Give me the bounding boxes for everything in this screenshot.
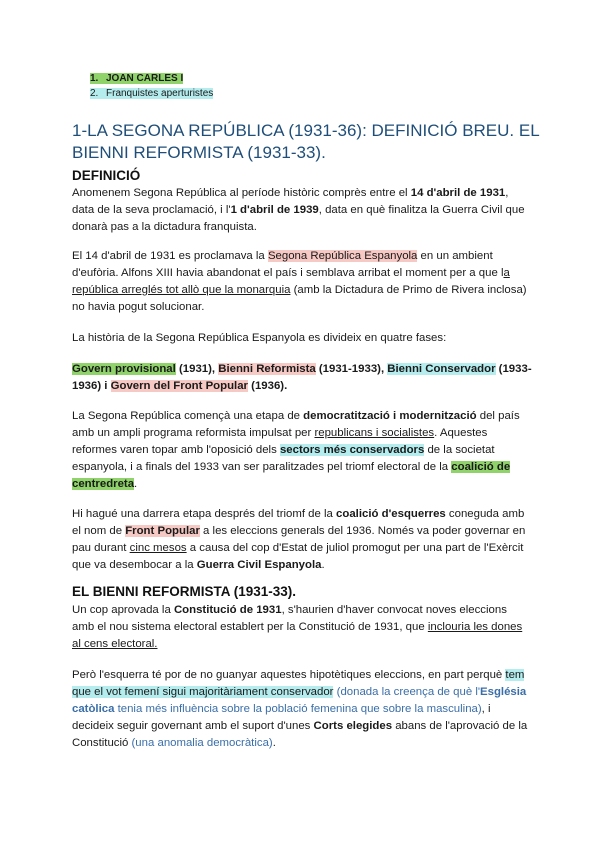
text-run: de la societat espanyola, i a finals del 1933 van ser paralitzades pel triomf electoral de la: [72, 444, 495, 473]
bold-text: Corts elegides: [313, 720, 393, 732]
date-end: 1 d'abril de 1939: [230, 204, 319, 216]
text-run: en un ambient d'eufòria. Alfons XIII havia abandonat el país i semblava arribat el moment per a que l: [72, 250, 504, 279]
text-run: abans de l'aprovació de la Constitució: [72, 720, 528, 749]
bienni-heading: EL BIENNI REFORMISTA (1931-33).: [72, 584, 297, 599]
text-run: .: [134, 478, 138, 490]
main-heading: 1-LA SEGONA REPÚBLICA (1931-36): DEFINICIÓ BREU. EL BIENNI REFORMISTA (1931-33).: [72, 121, 540, 162]
text-run: , data de la seva proclamació, i l': [72, 187, 509, 216]
text-run: , data en què finalitza la Guerra Civil que donarà pas a la dictadura franquista.: [72, 204, 525, 233]
highlight-sectors-conservadors: sectors més conservadors: [279, 444, 425, 456]
bold-text: democratització i modernització: [303, 410, 477, 422]
paragraph-front-popular: [72, 506, 532, 574]
highlight-coalicio-centredreta: coalició de centredreta: [72, 461, 511, 490]
text-run: a les eleccions generals del 1936. Només va poder governar en pau durant: [72, 525, 526, 554]
text-run: , s'haurien d'haver convocat noves eleccions amb el nou sistema electoral establert per la Constitució de 1931, que: [72, 604, 507, 633]
highlight-bienni-reformista: Bienni Reformista: [218, 363, 316, 375]
text-run: (1931),: [175, 363, 219, 375]
bold-text: Guerra Civil Espanyola: [196, 559, 322, 571]
highlight-bienni-conservador: Bienni Conservador: [387, 363, 496, 375]
toc-label: JOAN CARLES I: [106, 73, 184, 84]
text-run: a causa del cop d'Estat de juliol promogut per una part de l'Exèrcit que va desembocar a la: [72, 542, 524, 571]
text-run: La Segona República començà una etapa de: [72, 410, 304, 422]
text-run: (1931-1933),: [315, 363, 388, 375]
blue-text: (donada la creença de què l': [333, 686, 481, 698]
text-run: del país amb un ampli programa reformista impulsat per: [72, 410, 520, 439]
blue-text: tenia més influència sobre la població femenina que sobre la masculina): [114, 703, 482, 715]
underlined-text: inclouria les dones al cens electoral.: [72, 621, 523, 650]
blue-bold-text: Església catòlica: [72, 686, 527, 715]
paragraph-fases-intro: La història de la Segona República Espanyola es divideix en quatre fases:: [72, 332, 447, 344]
paragraph-proclamacio: [72, 248, 532, 316]
underlined-text: republicans i socialistes: [314, 427, 435, 439]
paragraph-democratitzacio: [72, 408, 532, 493]
table-of-contents: [90, 71, 213, 101]
paragraph-fases: [72, 361, 532, 395]
text-run: , i decideix seguir governant amb el suport d'unes: [72, 703, 491, 732]
toc-item-highlight: [90, 88, 213, 99]
text-run: (amb la Dictadura de Primo de Rivera inclosa) no havia pogut solucionar.: [72, 284, 527, 313]
paragraph-vot-femeni: [72, 667, 532, 752]
bold-text: Constitució de 1931: [173, 604, 282, 616]
toc-number: 2.: [90, 88, 99, 99]
text-run: Però l'esquerra té por de no guanyar aquestes hipotètiques eleccions, en part perquè: [72, 669, 506, 681]
text-run: . Aquestes reformes varen topar amb l'oposició dels: [72, 427, 488, 456]
bold-text: coalició d'esquerres: [336, 508, 446, 520]
date-start: 14 d'abril de 1931: [410, 187, 506, 199]
underlined-text: cinc mesos: [129, 542, 187, 554]
text-run: El 14 d'abril de 1931 es proclamava la: [72, 250, 268, 262]
toc-number: 1.: [90, 73, 99, 84]
text-run: (1933-1936) i: [72, 363, 532, 392]
highlight-govern-provisional: Govern provisional: [72, 363, 176, 375]
highlight-front-popular: Govern del Front Popular: [110, 380, 248, 392]
paragraph-constitucio: [72, 602, 532, 653]
text-run: Un cop aprovada la: [72, 604, 174, 616]
toc-item[interactable]: [90, 86, 213, 101]
underlined-text: a república arreglés tot allò que la monarquia: [72, 267, 510, 296]
text-run: coneguda amb el nom de: [72, 508, 525, 537]
highlight-vot-femeni: tem que el vot femení sigui majoritàriament conservador: [72, 669, 525, 698]
toc-item[interactable]: [90, 71, 213, 86]
highlight-segona-republica: Segona República Espanyola: [267, 250, 418, 262]
text-run: .: [272, 737, 276, 749]
blue-text: (una anomalia democràtica): [131, 737, 273, 749]
text-run: Hi hagué una darrera etapa després del triomf de la: [72, 508, 337, 520]
toc-item-highlight: [90, 73, 183, 84]
text-run: .: [321, 559, 325, 571]
toc-label: Franquistes aperturistes: [106, 88, 214, 99]
text-run: Anomenem Segona República al període històric comprès entre el: [72, 187, 411, 199]
highlight-front-popular: Front Popular: [125, 525, 200, 537]
paragraph-definicio: [72, 185, 532, 236]
text-run: (1936).: [247, 380, 288, 392]
definicio-heading: DEFINICIÓ: [72, 168, 141, 183]
